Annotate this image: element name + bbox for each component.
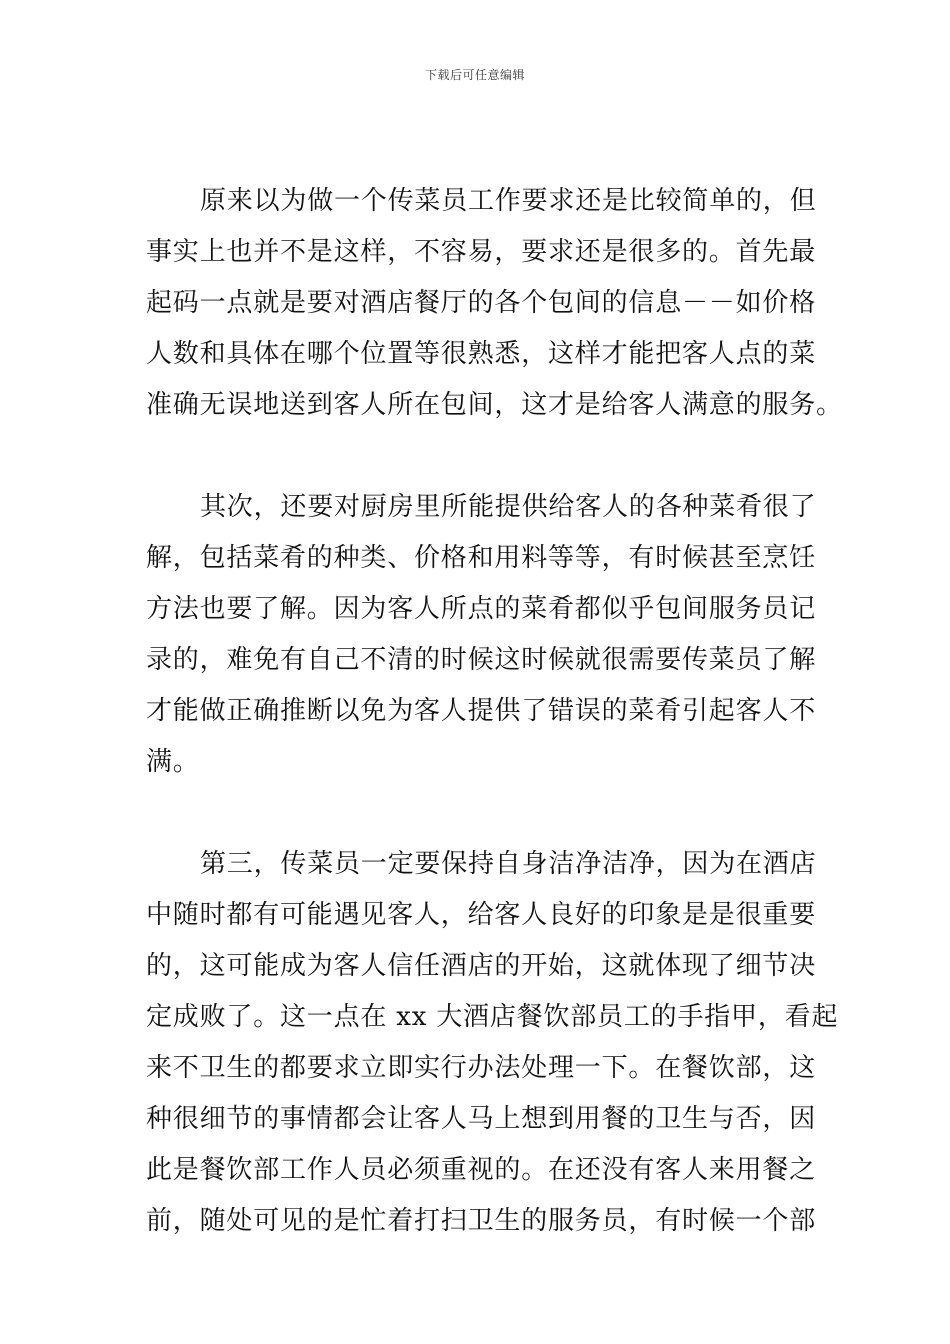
paragraph-line: 前，随处可见的是忙着打扫卫生的服务员，有时候一个部 <box>146 1206 817 1236</box>
paragraph-line: 中随时都有可能遇见客人，给客人良好的印象是是很重要 <box>146 900 817 930</box>
paragraph-line: 的，这可能成为客人信任酒店的开始，这就体现了细节决 <box>146 951 817 981</box>
paragraph-line: 起码一点就是要对酒店餐厅的各个包间的信息－－如价格 <box>146 288 817 318</box>
page-header: 下载后可任意编辑 <box>424 68 525 82</box>
paragraph-line: 满。 <box>146 747 200 777</box>
paragraph-line: 其次，还要对厨房里所能提供给客人的各种菜肴很了 <box>200 492 817 522</box>
paragraph-1 <box>146 176 843 431</box>
paragraph-2 <box>146 482 817 788</box>
paragraph-line: 准确无误地送到客人所在包间，这才是给客人满意的服务。 <box>146 390 843 420</box>
paragraph-line: 种很细节的事情都会让客人马上想到用餐的卫生与否，因 <box>146 1104 817 1134</box>
paragraph-line: 解，包括菜肴的种类、价格和用料等等，有时候甚至烹饪 <box>146 543 817 573</box>
paragraph-line: 定成败了。这一点在 xx 大酒店餐饮部员工的手指甲，看起 <box>146 1002 839 1032</box>
paragraph-gap <box>146 788 806 839</box>
paragraph-line: 人数和具体在哪个位置等很熟悉，这样才能把客人点的菜 <box>146 339 817 369</box>
paragraph-line: 方法也要了解。因为客人所点的菜肴都似乎包间服务员记 <box>146 594 817 624</box>
paragraph-3 <box>146 839 839 1247</box>
paragraph-line: 来不卫生的都要求立即实行办法处理一下。在餐饮部，这 <box>146 1053 817 1083</box>
paragraph-line: 原来以为做一个传菜员工作要求还是比较简单的，但 <box>200 186 817 216</box>
paragraph-line: 录的，难免有自己不清的时候这时候就很需要传菜员了解 <box>146 645 817 675</box>
paragraph-line: 才能做正确推断以免为客人提供了错误的菜肴引起客人不 <box>146 696 817 726</box>
document-body <box>146 176 843 1247</box>
paragraph-line: 第三，传菜员一定要保持自身洁净洁净，因为在酒店 <box>200 849 817 879</box>
paragraph-line: 此是餐饮部工作人员必须重视的。在还没有客人来用餐之 <box>146 1155 817 1185</box>
paragraph-gap <box>146 431 806 482</box>
paragraph-line: 事实上也并不是这样，不容易，要求还是很多的。首先最 <box>146 237 817 267</box>
